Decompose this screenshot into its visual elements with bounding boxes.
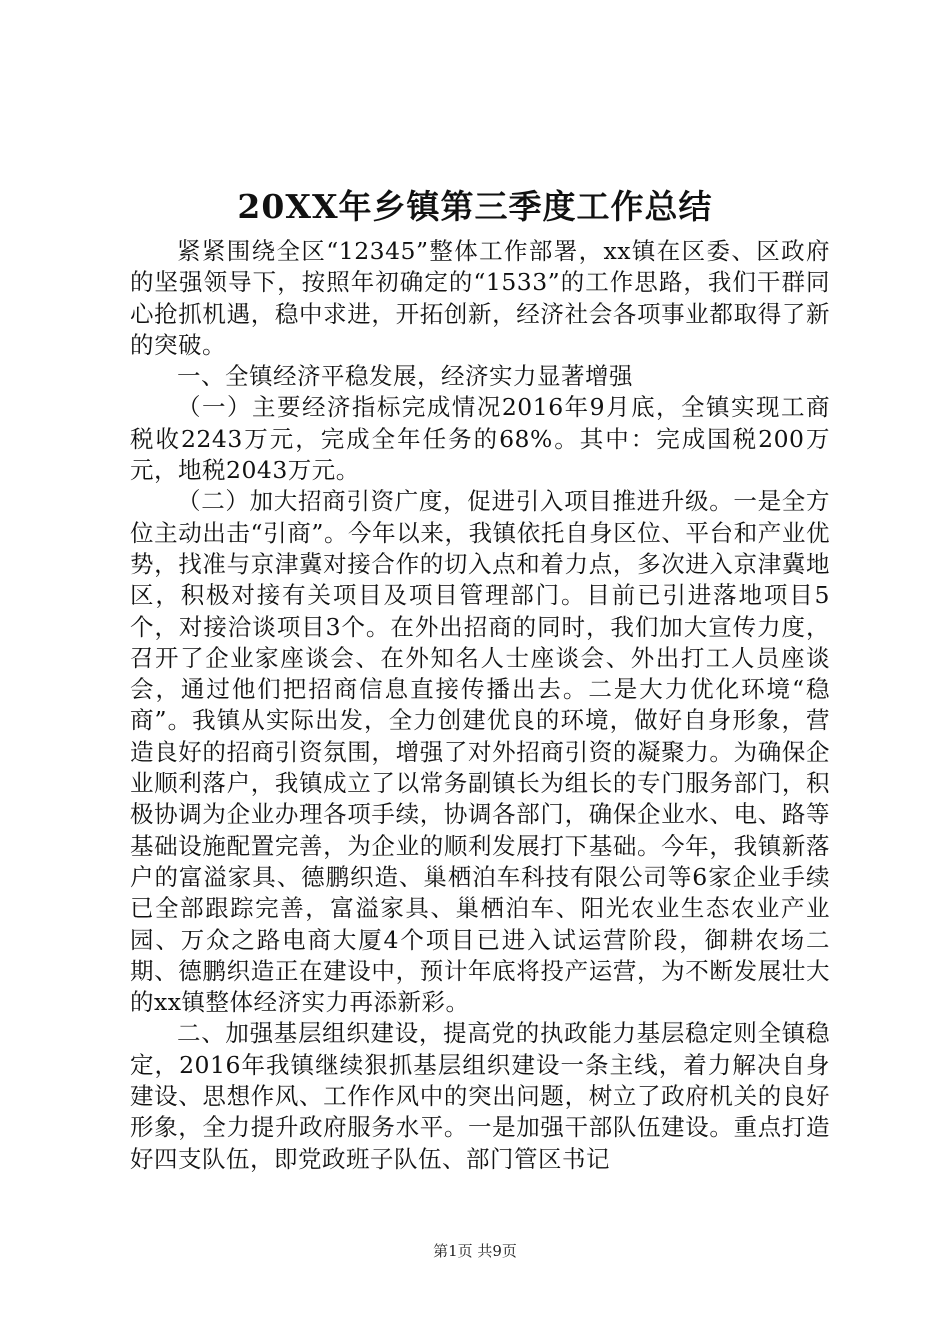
document-body (130, 236, 830, 1175)
paragraph-investment: （二）加大招商引资广度，促进引入项目推进升级。一是全方位主动出击“引商”。今年以来，我镇依托自身区位、平台和产业优势，找准与京津冀对接合作的切入点和着力点，多次进入京津冀地区，积极对接有关项目及项目管理部门。目前已引进落地项目5个，对接洽谈项目3个。在外出招商的同时，我们加大宣传力度，召开了企业家座谈会、在外知名人士座谈会、外出打工人员座谈会，通过他们把招商信息直接传播出去。二是大力优化环境“稳商”。我镇从实际出发，全力创建优良的环境，做好自身形象，营造良好的招商引资氛围，增强了对外招商引资的凝聚力。为确保企业顺利落户，我镇成立了以常务副镇长为组长的专门服务部门，积极协调为企业办理各项手续，协调各部门，确保企业水、电、路等基础设施配置完善，为企业的顺利发展打下基础。今年，我镇新落户的富溢家具、德鹏织造、巢栖泊车科技有限公司等6家企业手续已全部跟踪完善，富溢家具、巢栖泊车、阳光农业生态农业产业园、万众之路电商大厦4个项目已进入试运营阶段，御耕农场二期、德鹏织造正在建设中，预计年底将投产运营，为不断发展壮大的xx镇整体经济实力再添新彩。 (130, 487, 830, 1017)
document-title: 20XX年乡镇第三季度工作总结 (237, 187, 713, 226)
section-heading-1: 一、全镇经济平稳发展，经济实力显著增强 (177, 362, 633, 391)
paragraph-economic-indicators: （一）主要经济指标完成情况2016年9月底，全镇实现工商税收2243万元，完成全年任务的68%。其中：完成国税200万元，地税2043万元。 (130, 393, 830, 485)
page-number: 第1页 共9页 (433, 1242, 517, 1260)
paragraph-intro: 紧紧围绕全区“12345”整体工作部署，xx镇在区委、区政府的坚强领导下，按照年初确定的“1533”的工作思路，我们干群同心抢抓机遇，稳中求进，开拓创新，经济社会各项事业都取得了新的突破。 (130, 237, 830, 359)
paragraph-organization: 二、加强基层组织建设，提高党的执政能力基层稳定则全镇稳定，2016年我镇继续狠抓基层组织建设一条主线，着力解决自身建设、思想作风、工作作风中的突出问题，树立了政府机关的良好形象，全力提升政府服务水平。一是加强干部队伍建设。重点打造好四支队伍，即党政班子队伍、部门管区书记 (130, 1019, 830, 1173)
